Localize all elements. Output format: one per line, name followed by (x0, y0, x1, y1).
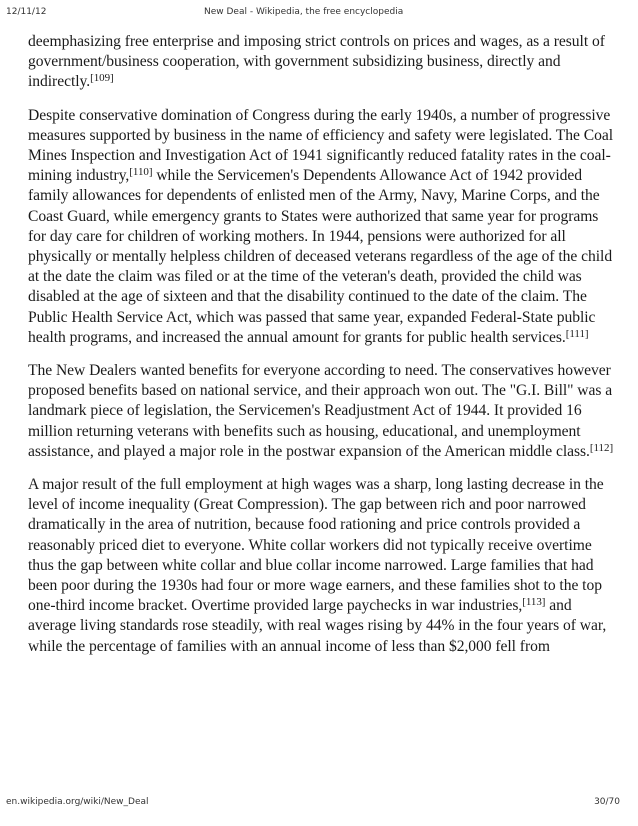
citation-110[interactable]: [110] (129, 166, 153, 179)
citation-113[interactable]: [113] (522, 596, 546, 609)
paragraph-3 (28, 361, 620, 462)
citation-111[interactable]: [111] (565, 327, 589, 340)
page-number: 30/70 (594, 797, 620, 807)
paragraph-text: deemphasizing free enterprise and imposing strict controls on prices and wages, as a result of government/business cooperation, with government subsidizing business, directly and indirectly. (28, 33, 605, 91)
paragraph-4 (28, 475, 620, 657)
citation-109[interactable]: [109] (90, 72, 114, 85)
paragraph-1 (28, 32, 620, 93)
paragraph-text: The New Dealers wanted benefits for everyone according to need. The conservatives however proposed benefits based on national service, and their approach won out. The "G.I. Bill" was a landmark piece of legislation, the Servicemen's Readjustment Act of 1944. It provided 16 million returning veterans with benefits such as housing, educational, and unemployment assistance, and played a major role in the postwar expansion of the American middle class. (28, 362, 613, 460)
print-footer (0, 797, 638, 811)
paragraph-text: Despite conservative domination of Congress during the early 1940s, a number of progressive measures supported by business in the name of efficiency and safety were legislated. The Coal Mines Inspection and Investigation Act of 1941 significantly reduced fatality rates in the coal-mining industry, (28, 106, 613, 185)
article-body (28, 32, 620, 670)
page-title: New Deal - Wikipedia, the free encyclopedia (204, 7, 404, 17)
page-url[interactable]: en.wikipedia.org/wiki/New_Deal (6, 797, 149, 807)
paragraph-text: and average living standards rose steadily, with real wages rising by 44% in the four years of war, while the percentage of families with an annual income of less than $2,000 fell from (28, 597, 607, 655)
print-header (0, 7, 638, 21)
print-date: 12/11/12 (6, 7, 47, 17)
paragraph-2 (28, 106, 620, 348)
paragraph-text: while the Servicemen's Dependents Allowance Act of 1942 provided family allowances for dependents of enlisted men of the Army, Navy, Marine Corps, and the Coast Guard, while emergency grants to States were authorized that same year for programs for day care for children of working mothers. In 1944, pensions were authorized for all physically or mentally helpless children of deceased veterans regardless of the age of the child at the date the claim was filed or at the time of the veteran's death, provided the child was disabled at the age of sixteen and that the disability continued to the date of the claim. The Public Health Service Act, which was passed that same year, expanded Federal-State public health programs, and increased the annual amount for grants for public health services. (28, 167, 613, 346)
citation-112[interactable]: [112] (589, 441, 614, 454)
paragraph-text: A major result of the full employment at high wages was a sharp, long lasting decrease in the level of income inequality (Great Compression). The gap between rich and poor narrowed dramatically in the area of nutrition, because food rationing and price controls provided a reasonably priced diet to everyone. White collar workers did not typically receive overtime thus the gap between white collar and blue collar income narrowed. Large families that had been poor during the 1930s had four or more wage earners, and these families shot to the top one-third income bracket. Overtime provided large paychecks in war industries, (28, 476, 604, 615)
